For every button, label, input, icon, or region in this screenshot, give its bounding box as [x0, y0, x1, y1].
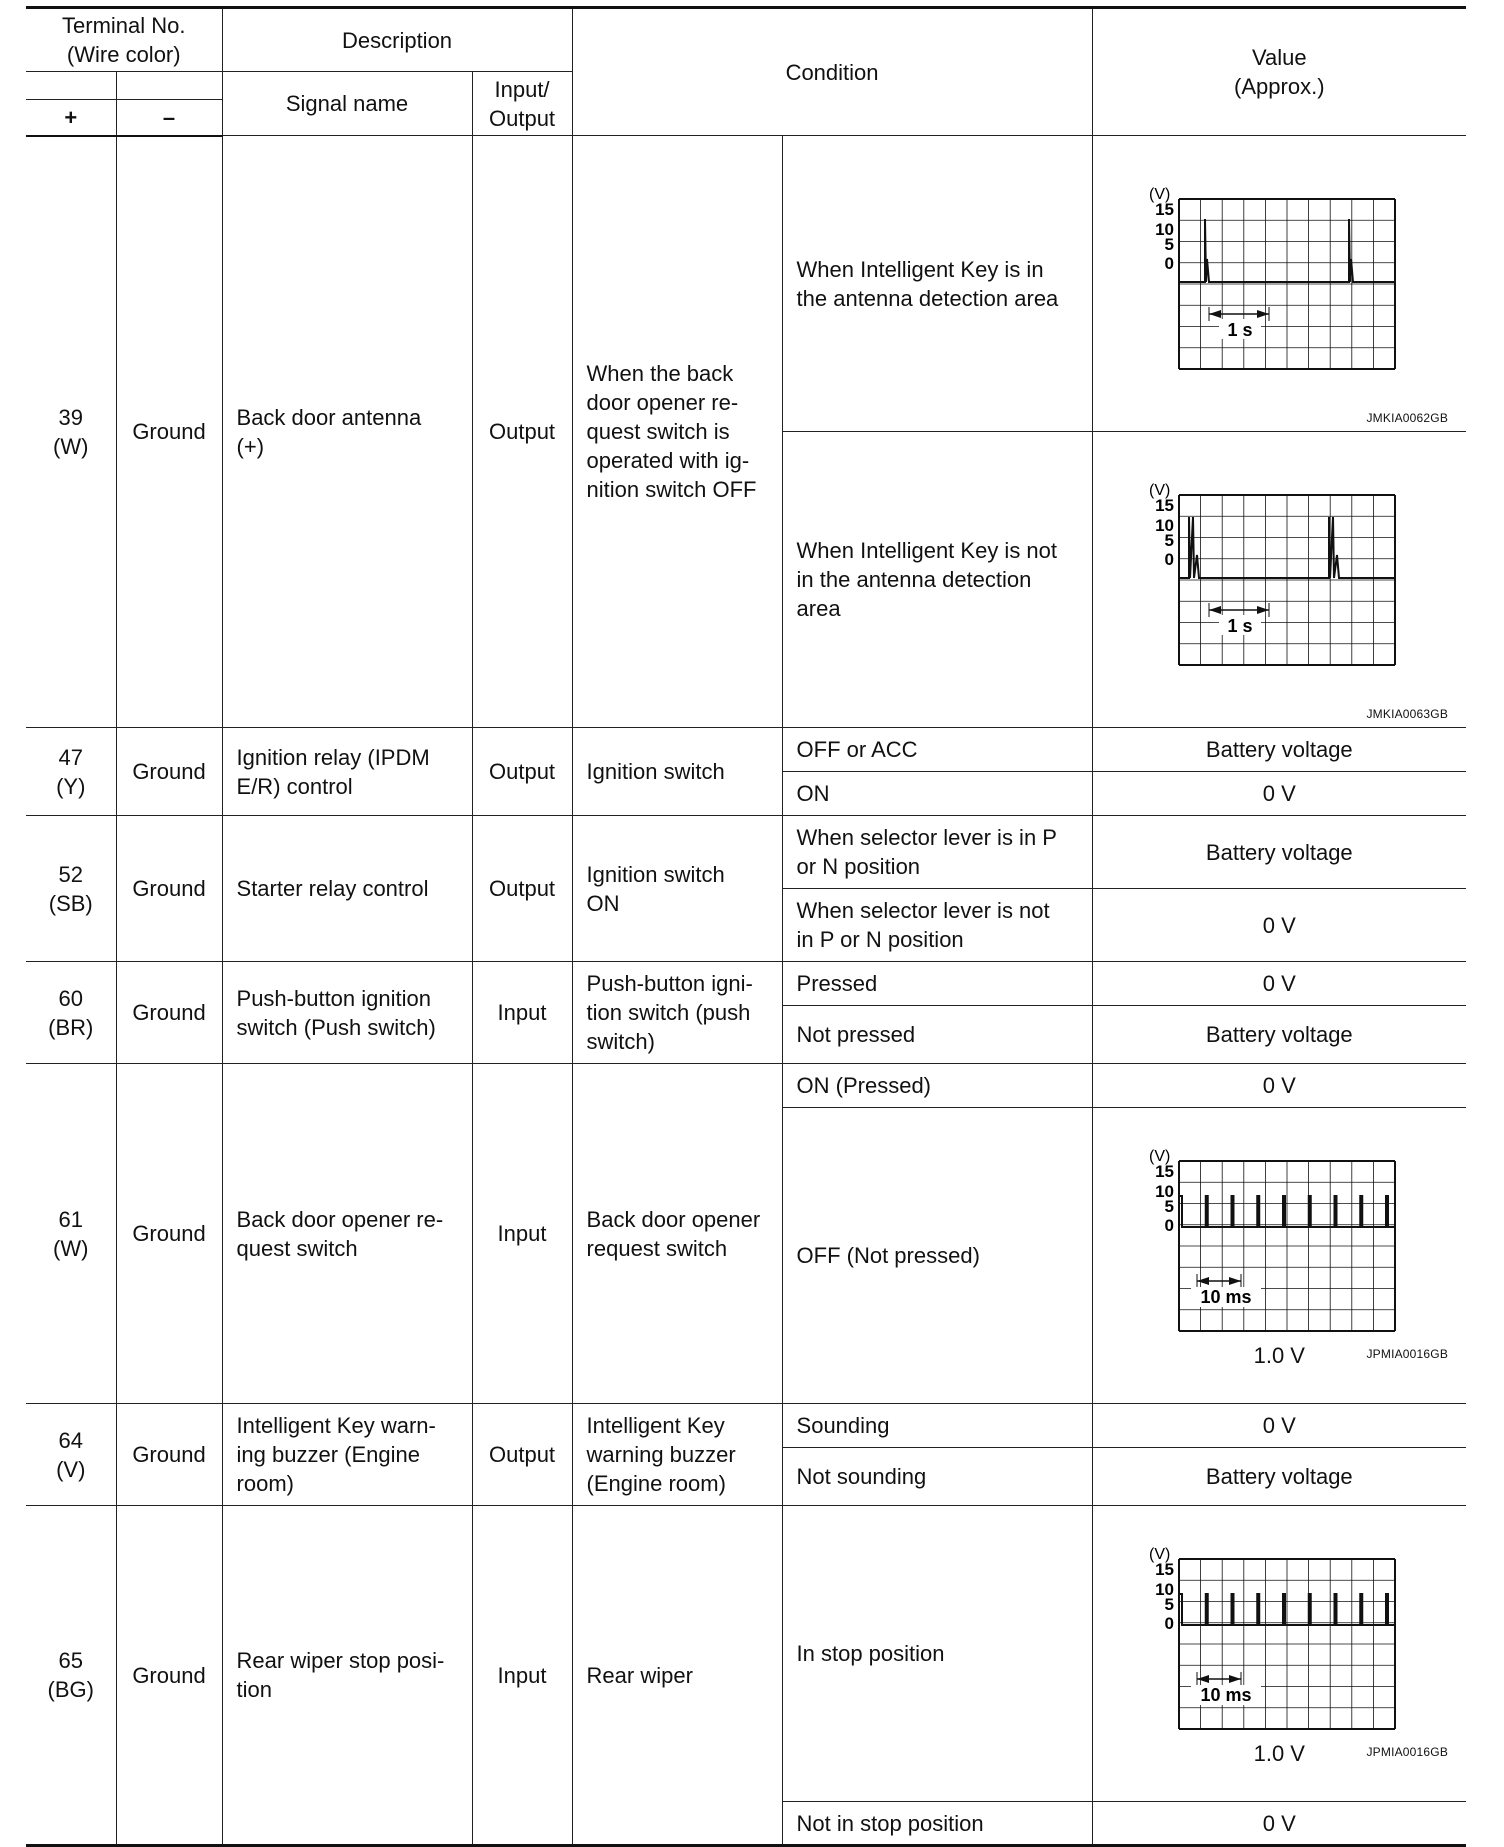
condition-61: Back door opener request switch — [572, 1064, 782, 1404]
value-61-1: 0 V — [1092, 1064, 1466, 1108]
header-description: Description — [222, 8, 572, 72]
signal-39: Back door antenna (+) — [222, 136, 472, 728]
terminal-65: 65 (BG) — [26, 1506, 116, 1846]
io-61: Input — [472, 1064, 572, 1404]
subcondition-47-2: ON — [782, 772, 1092, 816]
condition-52: Ignition switch ON — [572, 816, 782, 962]
time-scale — [1209, 307, 1269, 340]
header-value: Value (Approx.) — [1092, 8, 1466, 136]
signal-65: Rear wiper stop posi- tion — [222, 1506, 472, 1846]
header-signal-name: Signal name — [222, 72, 472, 136]
subcondition-64-2: Not sounding — [782, 1448, 1092, 1506]
subcondition-52-1: When selector lever is in P or N position — [782, 816, 1092, 889]
terminal-47: 47 (Y) — [26, 728, 116, 816]
value-64-2: Battery voltage — [1092, 1448, 1466, 1506]
table-row — [26, 962, 1466, 1006]
condition-64: Intelligent Key warning buzzer (Engine room) — [572, 1404, 782, 1506]
subcondition-60-2: Not pressed — [782, 1006, 1092, 1064]
io-47: Output — [472, 728, 572, 816]
io-60: Input — [472, 962, 572, 1064]
condition-39: When the back door opener re- quest switch is operated with ig- nition switch OFF — [572, 136, 782, 728]
tick-0: 0 — [1164, 1216, 1175, 1235]
time-scale — [1191, 1274, 1261, 1307]
value-60-1: 0 V — [1092, 962, 1466, 1006]
signal-47: Ignition relay (IPDM E/R) control — [222, 728, 472, 816]
tick-5: 5 — [1164, 1197, 1175, 1216]
scope-grid — [1179, 495, 1395, 665]
ground-64: Ground — [116, 1404, 222, 1506]
header-plus: + — [26, 100, 116, 136]
ground-39: Ground — [116, 136, 222, 728]
tick-5: 5 — [1164, 234, 1175, 254]
table-row — [26, 728, 1466, 772]
waveform-antenna-out — [1129, 475, 1429, 685]
ground-65: Ground — [116, 1506, 222, 1846]
terminal-61: 61 (W) — [26, 1064, 116, 1404]
ground-61: Ground — [116, 1064, 222, 1404]
time-label: 10 ms — [1200, 1287, 1252, 1307]
ground-60: Ground — [116, 962, 222, 1064]
subcondition-39-1: When Intelligent Key is in the antenna detection area — [782, 136, 1092, 432]
condition-60: Push-button igni- tion switch (push switch) — [572, 962, 782, 1064]
tick-15: 15 — [1155, 1560, 1175, 1579]
condition-47: Ignition switch — [572, 728, 782, 816]
waveform-pulse — [1129, 1539, 1429, 1739]
terminal-39: 39 (W) — [26, 136, 116, 728]
time-label: 1 s — [1227, 615, 1253, 636]
volt-label: (V) — [1149, 481, 1171, 499]
time-label: 10 ms — [1200, 1685, 1252, 1705]
volt-label: (V) — [1149, 1546, 1171, 1563]
waveform-antenna-in — [1129, 179, 1429, 389]
value-39-1 — [1092, 136, 1466, 432]
terminal-52: 52 (SB) — [26, 816, 116, 962]
subcondition-65-2: Not in stop position — [782, 1802, 1092, 1846]
table-row — [26, 1506, 1466, 1802]
figure-code: JPMIA0016GB — [1366, 1347, 1449, 1361]
value-64-1: 0 V — [1092, 1404, 1466, 1448]
time-scale — [1209, 603, 1269, 636]
io-52: Output — [472, 816, 572, 962]
ground-47: Ground — [116, 728, 222, 816]
signal-52: Starter relay control — [222, 816, 472, 962]
tick-5: 5 — [1164, 530, 1175, 550]
header-condition: Condition — [572, 8, 1092, 136]
terminal-64: 64 (V) — [26, 1404, 116, 1506]
subcondition-65-1: In stop position — [782, 1506, 1092, 1802]
tick-10: 10 — [1155, 1182, 1175, 1201]
tick-10: 10 — [1155, 219, 1175, 239]
value-65-2: 0 V — [1092, 1802, 1466, 1846]
value-47-2: 0 V — [1092, 772, 1466, 816]
terminal-table — [26, 6, 1466, 1847]
subcondition-60-1: Pressed — [782, 962, 1092, 1006]
subcondition-47-1: OFF or ACC — [782, 728, 1092, 772]
tick-15: 15 — [1155, 199, 1175, 219]
volt-label: (V) — [1149, 185, 1171, 203]
tick-10: 10 — [1155, 1580, 1175, 1599]
figure-code: JMKIA0063GB — [1366, 707, 1449, 721]
tick-0: 0 — [1164, 253, 1175, 273]
value-61-2-text: 1.0 V — [1253, 1343, 1305, 1368]
figure-code: JMKIA0062GB — [1366, 411, 1449, 425]
header-minus: – — [116, 100, 222, 136]
signal-64: Intelligent Key warn- ing buzzer (Engine room) — [222, 1404, 472, 1506]
tick-15: 15 — [1155, 1162, 1175, 1181]
scope-grid — [1179, 199, 1395, 369]
value-47-1: Battery voltage — [1092, 728, 1466, 772]
value-39-2 — [1092, 432, 1466, 728]
value-65-1 — [1092, 1506, 1466, 1802]
io-65: Input — [472, 1506, 572, 1846]
value-65-1-text: 1.0 V — [1253, 1741, 1305, 1766]
value-60-2: Battery voltage — [1092, 1006, 1466, 1064]
header-terminal-spacer — [26, 72, 116, 100]
tick-15: 15 — [1155, 495, 1175, 515]
header-terminal: Terminal No. (Wire color) — [26, 8, 222, 72]
table-row — [26, 1404, 1466, 1448]
value-61-2 — [1092, 1108, 1466, 1404]
condition-65: Rear wiper — [572, 1506, 782, 1846]
tick-0: 0 — [1164, 1614, 1175, 1633]
io-39: Output — [472, 136, 572, 728]
subcondition-61-1: ON (Pressed) — [782, 1064, 1092, 1108]
signal-61: Back door opener re- quest switch — [222, 1064, 472, 1404]
header-io: Input/ Output — [472, 72, 572, 136]
table-row — [26, 1064, 1466, 1108]
tick-10: 10 — [1155, 515, 1175, 535]
subcondition-52-2: When selector lever is not in P or N position — [782, 889, 1092, 962]
tick-5: 5 — [1164, 1595, 1175, 1614]
header-terminal-spacer2 — [116, 72, 222, 100]
subcondition-61-2: OFF (Not pressed) — [782, 1108, 1092, 1404]
subcondition-64-1: Sounding — [782, 1404, 1092, 1448]
waveform-pulse — [1129, 1141, 1429, 1341]
time-scale — [1191, 1672, 1261, 1705]
terminal-60: 60 (BR) — [26, 962, 116, 1064]
tick-0: 0 — [1164, 549, 1175, 569]
ground-52: Ground — [116, 816, 222, 962]
time-label: 1 s — [1227, 319, 1253, 340]
value-52-1: Battery voltage — [1092, 816, 1466, 889]
table-row — [26, 136, 1466, 432]
table-row — [26, 816, 1466, 889]
io-64: Output — [472, 1404, 572, 1506]
volt-label: (V) — [1149, 1148, 1171, 1165]
subcondition-39-2: When Intelligent Key is not in the antenna detection area — [782, 432, 1092, 728]
value-52-2: 0 V — [1092, 889, 1466, 962]
signal-60: Push-button ignition switch (Push switch) — [222, 962, 472, 1064]
figure-code: JPMIA0016GB — [1366, 1745, 1449, 1759]
